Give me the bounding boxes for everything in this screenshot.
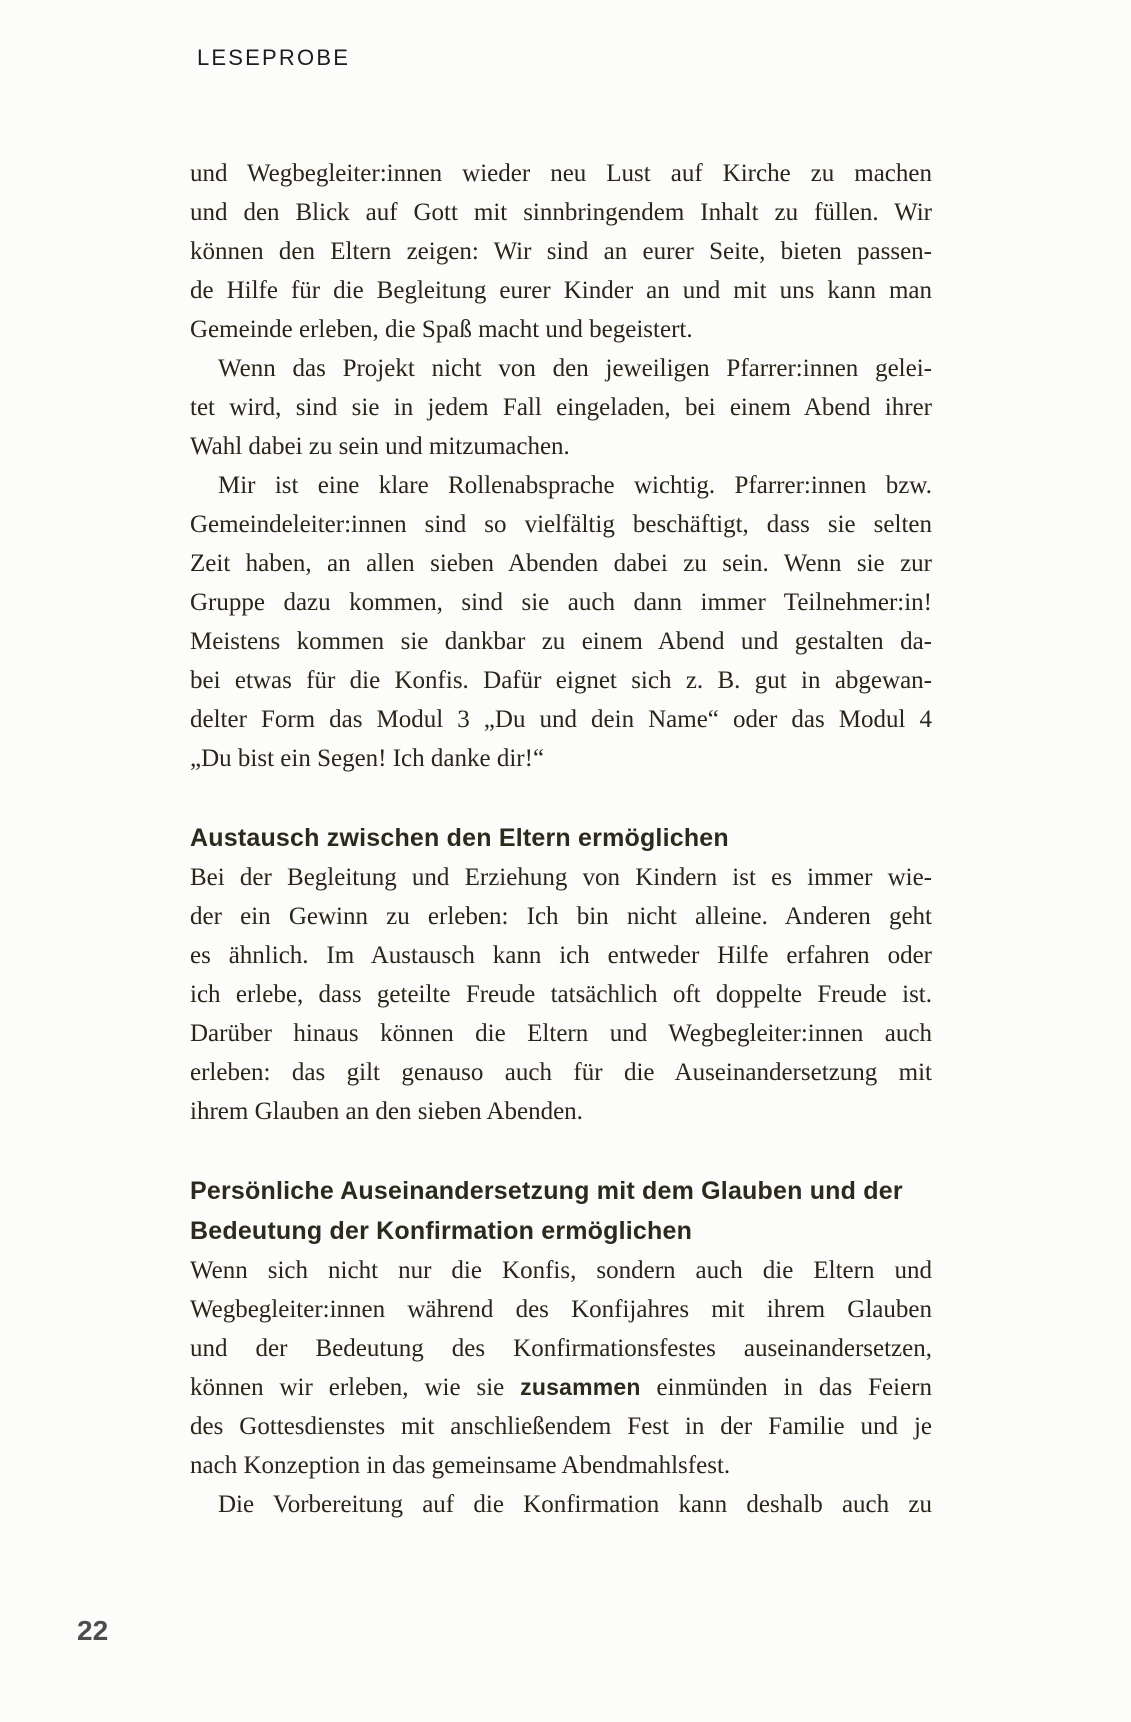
text-line: de Hilfe für die Begleitung eurer Kinder an und mit uns kann man bbox=[190, 277, 932, 304]
text-line: Gruppe dazu kommen, sind sie auch dann immer Teilnehmer:in! bbox=[190, 589, 932, 616]
text-column bbox=[190, 154, 932, 1524]
section-heading bbox=[190, 818, 932, 858]
text-line: können wir erleben, wie sie zusammen einmünden in das Feiern bbox=[190, 1374, 932, 1401]
text-line: der ein Gewinn zu erleben: Ich bin nicht alleine. Anderen geht bbox=[190, 903, 932, 930]
text-line: Wenn sich nicht nur die Konfis, sondern auch die Eltern und bbox=[190, 1257, 932, 1284]
text-line: nach Konzeption in das gemeinsame Abendmahlsfest. bbox=[190, 1452, 731, 1479]
text-line: Gemeinde erleben, die Spaß macht und begeistert. bbox=[190, 316, 693, 343]
text-line: Wegbegleiter:innen während des Konfijahres mit ihrem Glauben bbox=[190, 1296, 932, 1323]
text-line: erleben: das gilt genauso auch für die Auseinandersetzung mit bbox=[190, 1059, 932, 1086]
heading-line: Austausch zwischen den Eltern ermöglichen bbox=[190, 824, 729, 852]
body-paragraph bbox=[190, 858, 932, 1131]
text-line: bei etwas für die Konfis. Dafür eignet sich z. B. gut in abgewan- bbox=[190, 667, 932, 694]
text-line: können den Eltern zeigen: Wir sind an eurer Seite, bieten passen- bbox=[190, 238, 932, 265]
text-line: Wenn das Projekt nicht von den jeweiligen Pfarrer:innen gelei- bbox=[218, 355, 932, 382]
bold-emphasis: zusammen bbox=[520, 1374, 641, 1400]
page-number: 22 bbox=[77, 1615, 109, 1646]
body-paragraph bbox=[190, 349, 932, 466]
text-line: delter Form das Modul 3 „Du und dein Name“ oder das Modul 4 bbox=[190, 706, 932, 733]
body-paragraph bbox=[190, 1251, 932, 1485]
text-line: Mir ist eine klare Rollenabsprache wichtig. Pfarrer:innen bzw. bbox=[218, 472, 932, 499]
text-line: tet wird, sind sie in jedem Fall eingeladen, bei einem Abend ihrer bbox=[190, 394, 932, 421]
text-line: „Du bist ein Segen! Ich danke dir!“ bbox=[190, 745, 545, 772]
text-line: Darüber hinaus können die Eltern und Wegbegleiter:innen auch bbox=[190, 1020, 932, 1047]
section-heading bbox=[190, 1171, 932, 1251]
text-line: Bei der Begleitung und Erziehung von Kindern ist es immer wie- bbox=[190, 864, 932, 891]
running-head: LESEPROBE bbox=[197, 45, 351, 70]
text-line: ihrem Glauben an den sieben Abenden. bbox=[190, 1098, 583, 1125]
heading-line: Persönliche Auseinandersetzung mit dem Glauben und der bbox=[190, 1177, 903, 1205]
body-paragraph bbox=[190, 466, 932, 778]
text-line: und der Bedeutung des Konfirmationsfestes auseinandersetzen, bbox=[190, 1335, 932, 1362]
text-line: Meistens kommen sie dankbar zu einem Abend und gestalten da- bbox=[190, 628, 932, 655]
text-line: Die Vorbereitung auf die Konfirmation kann deshalb auch zu bbox=[218, 1491, 932, 1518]
body-paragraph bbox=[190, 154, 932, 349]
text-line: Zeit haben, an allen sieben Abenden dabei zu sein. Wenn sie zur bbox=[190, 550, 932, 577]
text-line: und Wegbegleiter:innen wieder neu Lust auf Kirche zu machen bbox=[190, 160, 932, 187]
text-line: und den Blick auf Gott mit sinnbringendem Inhalt zu füllen. Wir bbox=[190, 199, 932, 226]
text-line: Wahl dabei zu sein und mitzumachen. bbox=[190, 433, 570, 460]
text-line: Gemeindeleiter:innen sind so vielfältig beschäftigt, dass sie selten bbox=[190, 511, 932, 538]
text-line: es ähnlich. Im Austausch kann ich entweder Hilfe erfahren oder bbox=[190, 942, 932, 969]
text-line: des Gottesdienstes mit anschließendem Fest in der Familie und je bbox=[190, 1413, 932, 1440]
heading-line: Bedeutung der Konfirmation ermöglichen bbox=[190, 1217, 693, 1245]
text-line: ich erlebe, dass geteilte Freude tatsächlich oft doppelte Freude ist. bbox=[190, 981, 932, 1008]
body-paragraph bbox=[190, 1485, 932, 1524]
